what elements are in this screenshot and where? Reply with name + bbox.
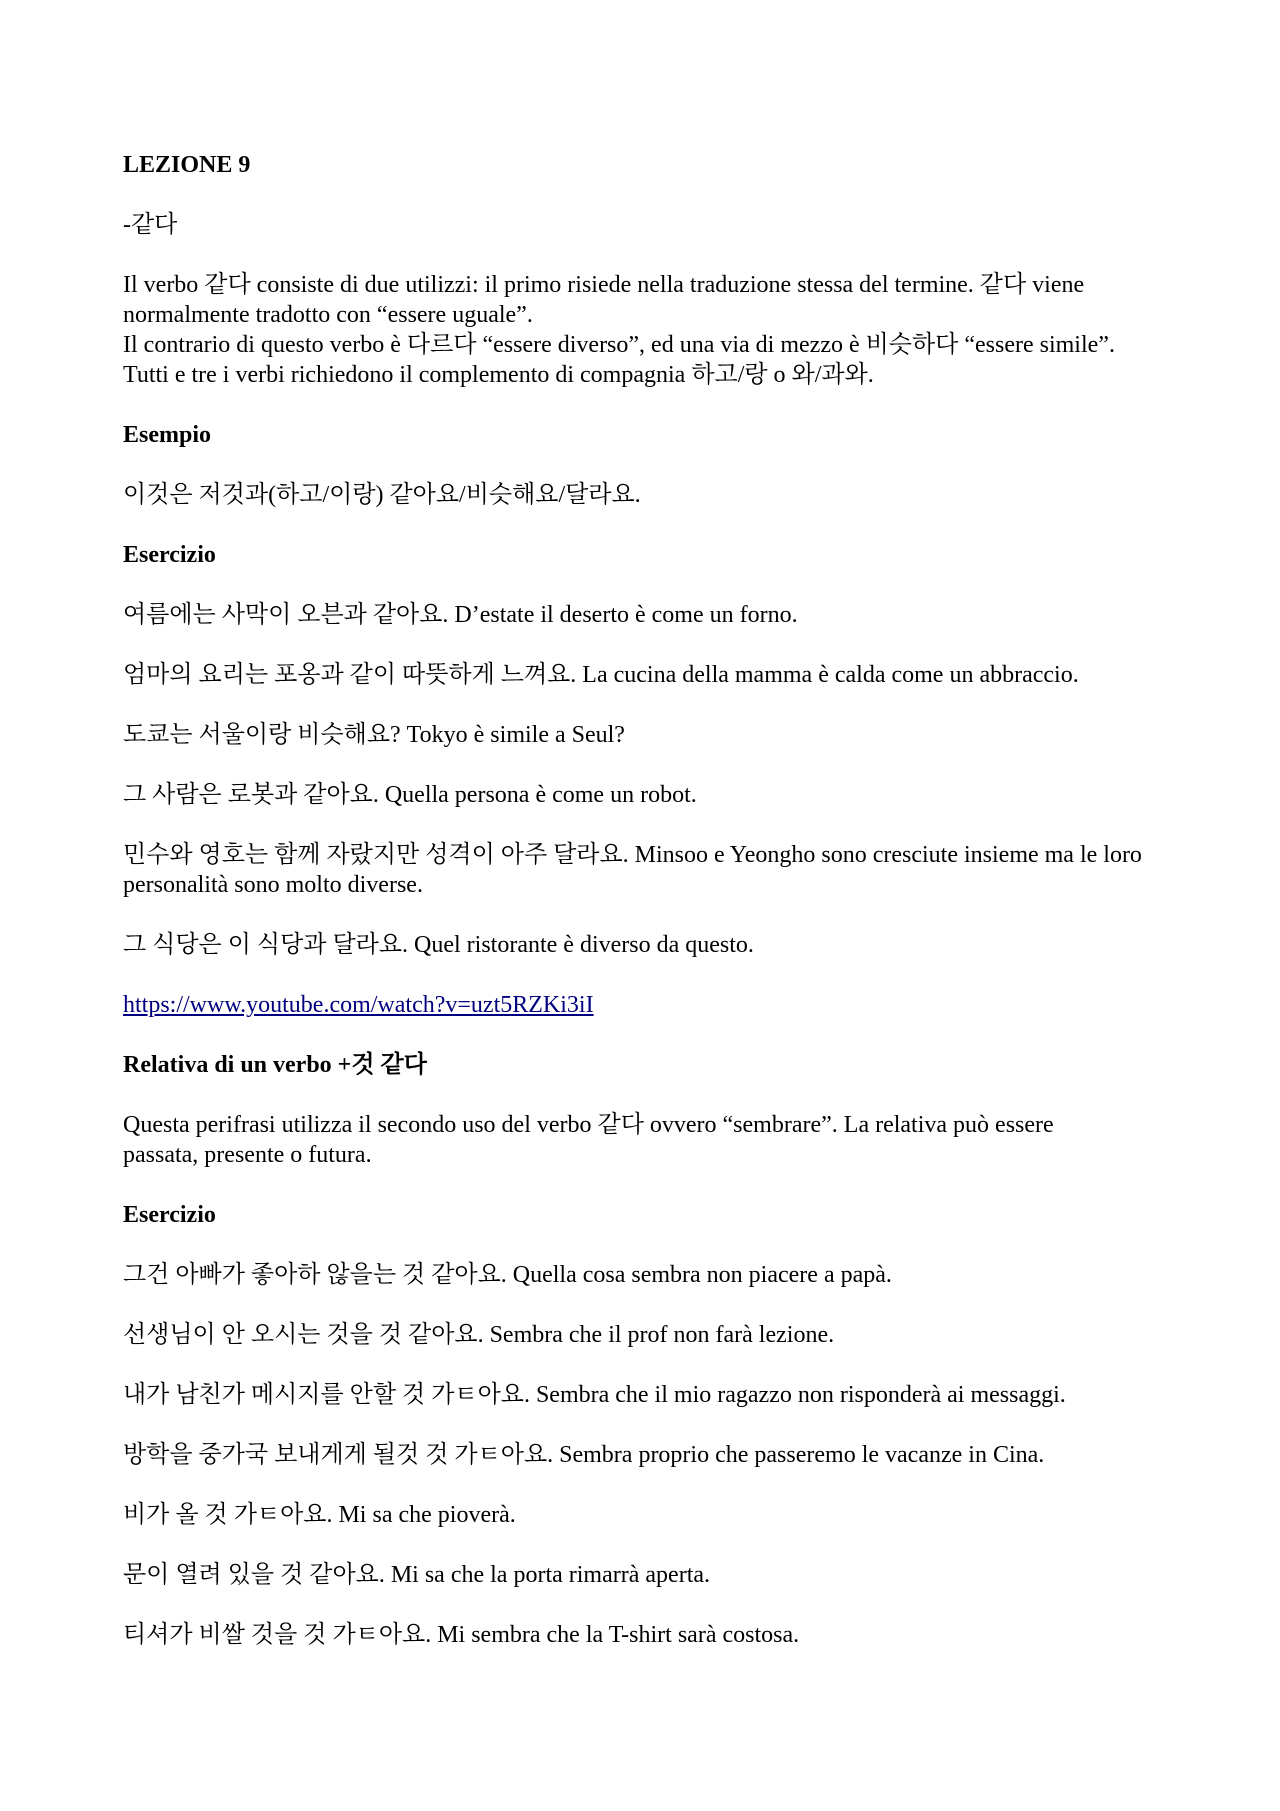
intro-line: Il verbo 같다 consiste di due utilizzi: il primo risiede nella traduzione stessa del termine. 같다 viene — [123, 272, 1085, 298]
exercise-sentence: 그건 아빠가 좋아하 않을는 것 같아요. Quella cosa sembra non piacere a papà. — [123, 1262, 892, 1288]
exercise-title: Esercizio — [123, 1202, 216, 1228]
exercise-sentence: 그 사람은 로봇과 같아요. Quella persona è come un robot. — [123, 782, 697, 808]
relative-title: Relativa di un verbo +것 같다 — [123, 1052, 427, 1078]
exercise-sentence: 민수와 영호는 함께 자랐지만 성격이 아주 달라요. Minsoo e Yeongho sono cresciute insieme ma le loro — [123, 842, 1142, 868]
youtube-link[interactable]: https://www.youtube.com/watch?v=uzt5RZKi3iI — [123, 992, 594, 1018]
exercise-title: Esercizio — [123, 542, 216, 568]
exercise-sentence: 비가 올 것 가ㅌ아요. Mi sa che pioverà. — [123, 1502, 516, 1528]
verb-subheading: -같다 — [123, 212, 178, 238]
exercise-sentence: 엄마의 요리는 포옹과 같이 따뜻하게 느껴요. La cucina della mamma è calda come un abbraccio. — [123, 662, 1079, 688]
exercise-sentence: 그 식당은 이 식당과 달라요. Quel ristorante è diverso da questo. — [123, 932, 754, 958]
exercise-sentence: 도쿄는 서울이랑 비슷해요? Tokyo è simile a Seul? — [123, 722, 625, 748]
intro-line: Il contrario di questo verbo è 다르다 “essere diverso”, ed una via di mezzo è 비슷하다 “essere simile”. — [123, 332, 1115, 358]
exercise-sentence-continued: personalità sono molto diverse. — [123, 872, 423, 898]
example-title: Esempio — [123, 422, 212, 448]
exercise-sentence: 여름에는 사막이 오븐과 같아요. D’estate il deserto è come un forno. — [123, 602, 798, 628]
intro-line: normalmente tradotto con “essere uguale”. — [123, 302, 533, 328]
exercise-sentence: 티셔가 비쌀 것을 것 가ㅌ아요. Mi sembra che la T-shirt sarà costosa. — [123, 1622, 800, 1648]
lesson-heading: LEZIONE 9 — [123, 152, 251, 178]
example-sentence: 이것은 저것과(하고/이랑) 같아요/비슷해요/달라요. — [123, 482, 641, 508]
relative-line: Questa perifrasi utilizza il secondo uso del verbo 같다 ovvero “sembrare”. La relativa può essere — [123, 1112, 1054, 1138]
relative-line: passata, presente o futura. — [123, 1142, 372, 1168]
document-page — [123, 150, 1163, 1650]
intro-paragraph — [123, 270, 1163, 390]
video-link-line — [123, 990, 1163, 1020]
relative-paragraph — [123, 1110, 1163, 1170]
exercise-sentence: 방학을 중가국 보내게게 될것 것 가ㅌ아요. Sembra proprio che passeremo le vacanze in Cina. — [123, 1442, 1045, 1468]
intro-line: Tutti e tre i verbi richiedono il complemento di compagnia 하고/랑 o 와/과와. — [123, 362, 874, 388]
exercise-sentence: 선생님이 안 오시는 것을 것 같아요. Sembra che il prof non farà lezione. — [123, 1322, 835, 1348]
exercise-sentence: 내가 남친가 메시지를 안할 것 가ㅌ아요. Sembra che il mio ragazzo non risponderà ai messaggi. — [123, 1382, 1066, 1408]
exercise-sentence: 문이 열려 있을 것 같아요. Mi sa che la porta rimarrà aperta. — [123, 1562, 711, 1588]
